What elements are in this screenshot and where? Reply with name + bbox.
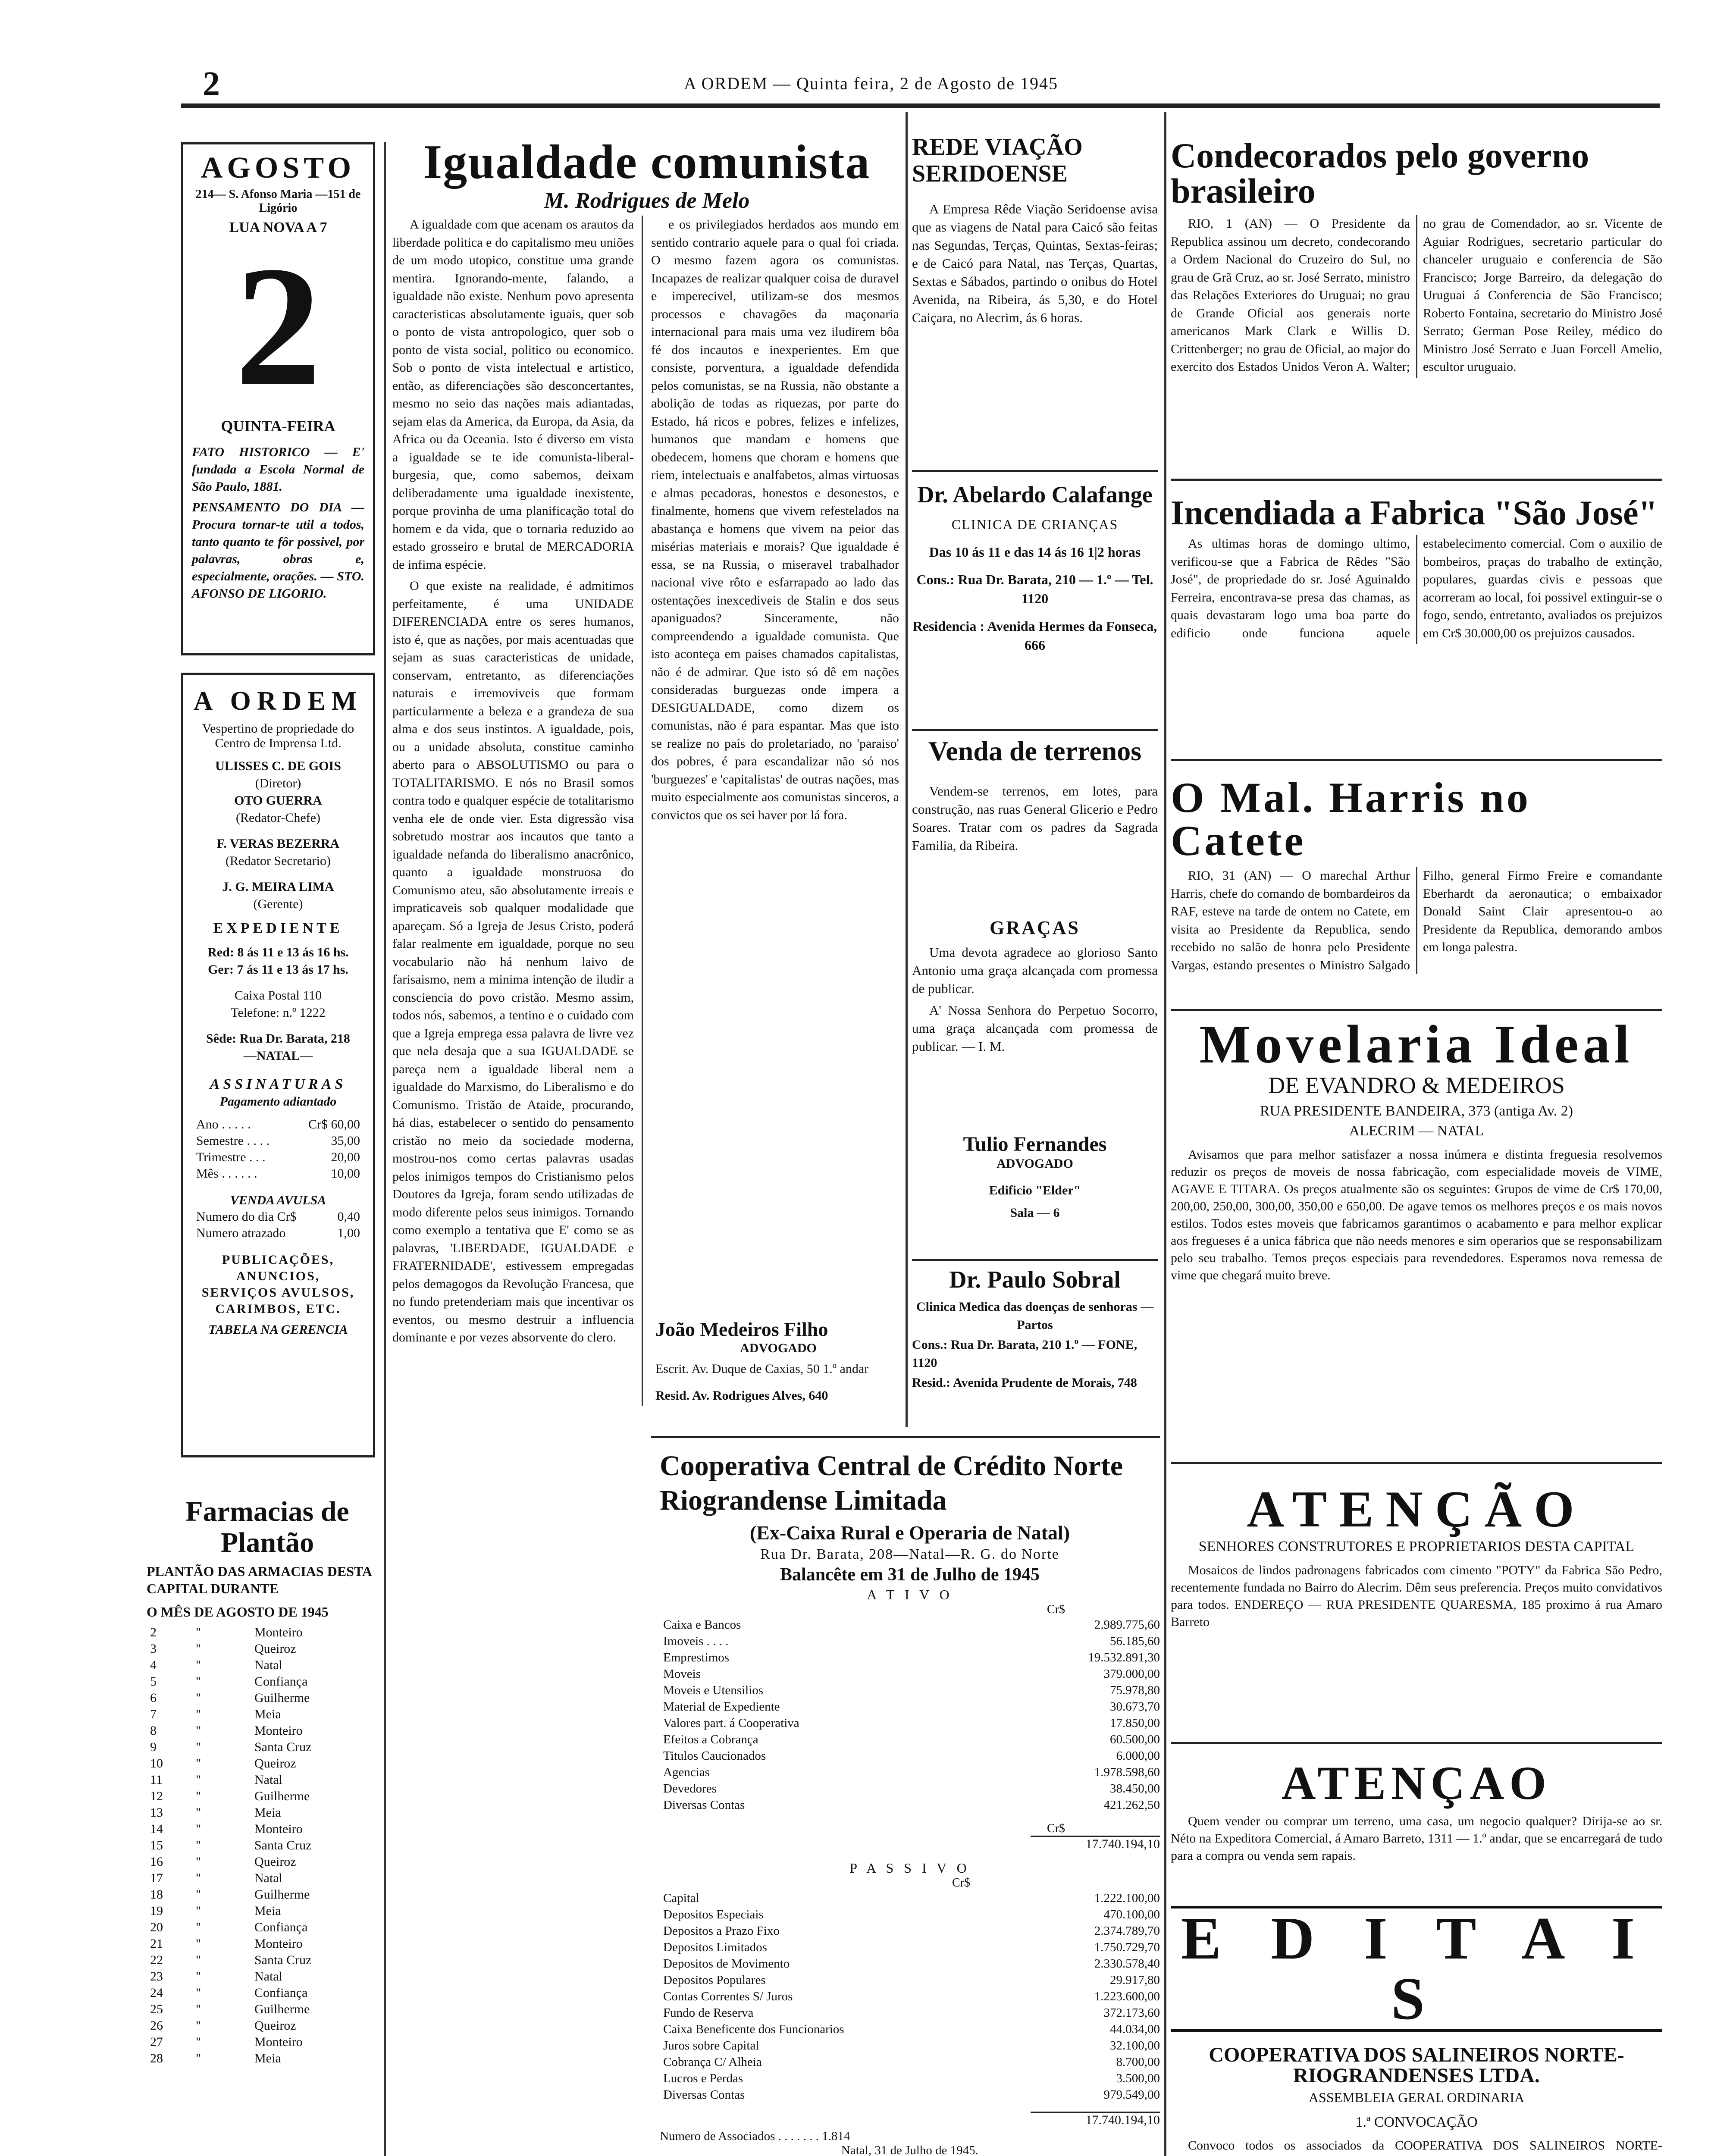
price-row: Semestre . . . . 35,00 [196, 1134, 360, 1148]
staff-role: (Gerente) [253, 897, 303, 911]
coop-address: Rua Dr. Barata, 208—Natal—R. G. do Norte [760, 1546, 1059, 1562]
pharmacies-table [147, 1624, 388, 2067]
pharmacy-row: 7 " Meia [150, 1707, 281, 1721]
balance-row: Capital 1.222.100,00 [663, 1891, 1160, 1905]
coop-balance-title: Balancête em 31 de Julho de 1945 [780, 1565, 1040, 1585]
coop-passivo-total: 17.740.194,10 [1031, 2112, 1160, 2128]
contact-line: Caixa Postal 110 [234, 988, 322, 1003]
pharmacy-row: 22 " Santa Cruz [150, 1953, 312, 1967]
movelaria [1171, 1015, 1662, 1288]
pharmacies-subtitle: PLANTÃO DAS ARMACIAS DESTA CAPITAL DURANTE [147, 1564, 372, 1596]
masthead-box [181, 673, 375, 1457]
coop-currency: Cr$ [1047, 1603, 1065, 1616]
balance-row: Devedores 38.450,00 [663, 1782, 1160, 1796]
sede-line: Sêde: Rua Dr. Barata, 218 [206, 1031, 350, 1046]
balance-row: Moveis 379.000,00 [663, 1667, 1160, 1681]
pharmacy-row: 10 " Queiroz [150, 1756, 296, 1771]
ad-abelardo-spec: CLINICA DE CRIANÇAS [951, 517, 1119, 532]
article-main-byline: M. Rodrigues de Melo [544, 188, 750, 213]
header-rule [181, 103, 1660, 108]
balance-row: Depositos Limitados 1.750.729,70 [663, 1940, 1160, 1954]
coop-section [660, 1449, 1160, 2156]
divider [1171, 479, 1662, 481]
avulsa-row: Numero do dia Cr$ 0,40 [196, 1210, 360, 1224]
ad-terrenos [912, 737, 1158, 858]
balance-row: Contas Correntes S/ Juros 1.223.600,00 [663, 1990, 1160, 2003]
article-main-col1 [392, 216, 634, 1350]
pharmacy-row: 20 " Confiança [150, 1920, 308, 1934]
pharmacy-row: 24 " Confiança [150, 1986, 308, 2000]
page-dateline: A ORDEM — Quinta feira, 2 de Agosto de 1945 [683, 74, 1059, 93]
pharmacy-row: 27 " Monteiro [150, 2035, 303, 2049]
editais [1171, 1906, 1662, 2156]
ad-gracas-text: Uma devota agradece ao glorioso Santo Antonio uma graça alcançada com promessa de publicar. [912, 945, 1158, 996]
movelaria-text: Avisamos que para melhor satisfazer a nossa inúmera e distinta freguesia resolvemos reduzir os preços de moveis de nossa fabricação, com especialidade moveis de VIME, AGAVE E TITARA. Os preços atualmente são os seguintes: Grupos de vime de Cr$ 170,00, 200,00, 250,00, 300,00, 350,00 e 650,00. De agave temos os melhores preços e os mais novos estilos. Todos estes moveis que fabricamos garantimos o acabamento e para melhor explicar aos fregueses é a unica fábrica que não needs menores e sim operarios que se responsabilizam pelo seu trabalho. Temos preços especiais para revendedores. Esperamos nova remessa de vime que chegará muito breve. [1171, 1147, 1662, 1282]
ad-abelardo-res: Residencia : Avenida Hermes da Fonseca, 666 [912, 618, 1157, 653]
ad-terrenos-title: Venda de terrenos [928, 736, 1142, 766]
editais-text: Convoco todos os associados da COOPERATIVA DOS SALINEIROS NORTE- [1188, 2138, 1662, 2153]
pharmacy-row: 13 " Meia [150, 1805, 281, 1820]
publicacoes: PUBLICAÇÕES, ANUNCIOS, SERVIÇOS AVULSOS, CARIMBOS, ETC. [201, 1253, 355, 1316]
balance-row: Caixa e Bancos 2.989.775,60 [663, 1618, 1160, 1632]
coop-ativo-total: 17.740.194,10 [1031, 1836, 1160, 1852]
pharmacies-title: Farmacias de Plantão [185, 1496, 349, 1558]
masthead-subtitle: Vespertino de propriedade do Centro de Imprensa Ltd. [202, 721, 354, 750]
pharmacy-row: 16 " Queiroz [150, 1855, 296, 1869]
pharmacy-row: 28 " Meia [150, 2051, 281, 2065]
ad-gracas-text: A' Nossa Senhora do Perpetuo Socorro, uma graça alcançada com promessa de publicar. — I. M. [912, 1003, 1158, 1054]
balance-row: Cobrança C/ Alheia 8.700,00 [663, 2055, 1160, 2069]
pharmacy-row: 18 " Guilherme [150, 1887, 310, 1902]
expediente-line: Ger: 7 ás 11 e 13 ás 17 hs. [208, 962, 348, 977]
pharmacy-row: 6 " Guilherme [150, 1691, 310, 1705]
atencao1-subtitle: SENHORES CONSTRUTORES E PROPRIETARIOS DESTA CAPITAL [1198, 1539, 1635, 1554]
ad-joao-name: João Medeiros Filho [655, 1318, 828, 1340]
expediente-title: EXPEDIENTE [213, 920, 343, 936]
staff-name: ULISSES C. DE GOIS [215, 759, 341, 773]
editais-sub: ASSEMBLEIA GERAL ORDINARIA [1308, 2090, 1525, 2105]
coop-subtitle: (Ex-Caixa Rural e Operaria de Natal) [749, 1522, 1070, 1544]
assinaturas-title: ASSINATURAS [210, 1076, 347, 1092]
coop-passivo-label: P A S S I V O [849, 1860, 970, 1876]
editais-conv: 1.ª CONVOCAÇÃO [1355, 2114, 1478, 2130]
ad-joao [655, 1319, 901, 1405]
pharmacy-row: 12 " Guilherme [150, 1789, 310, 1803]
ad-joao-addr: Escrit. Av. Duque de Caxias, 50 1.º andar [655, 1362, 869, 1376]
ad-sobral-spec: Clinica Medica das doenças de senhoras — Partos [916, 1300, 1154, 1332]
ad-gracas [912, 918, 1158, 1059]
coop-currency: Cr$ [1047, 1822, 1065, 1835]
paragraph: O que existe na realidade, é admitimos perfeitamente, é uma UNIDADE DIFERENCIADA entre os seres humanos, isto é, que as nações, por mais acentuadas que sejam as suas caracteristicas de unidade, conservam, entretanto, as diferenciações naturais e irremoviveis que formam particularmente a beleza e a grandeza de sua alma e dos seus instintos. A igualdade, pois, ou a unidade absoluta, constitue caminho aberto para o ABSOLUTISMO ou para o TOTALITARISMO. E nós no Brasil somos contra todo e qualquer espécie de totalitarismo venha ele de onde vier. Esta digressão visa sobretudo mostrar aos incautos que tanto a igualdade nefanda do liberalismo anacrônico, quanto a igualdade monstruosa do Comunismo ateu, são absolutamente irreais e impraticaveis sob qualquer modalidade que apareçam. Só a Igreja de Jesus Cristo, poderá falar realmente em igualdade, porque no seu vocabulario não há nenhum laivo de farisaismo, nem a minima intenção de iludir a consciencia do povo cristão. Mesmo assim, todos nós, sabemos, a tentino e o cuidado com que a Igreja emprega essa palavra de livre vez que nela desaja que a sua IGUALDADE se pareça nem a igualdade liberal nem a igualdade do Marxismo, do Liberalismo e do Comunismo. Tristão de Ataide, procurando, há dias, estabelecer o sentido do pensamento cristão no meio da sociedade moderna, mostrou-nos como certas palavras usadas pelos inimigos tempos do Cristianismo pelos Doutores da Igreja, foram sendo utilizadas de modo diferente pelos seus inimigos. Tornando como exemplo a tentativa que E' como se as palavras, 'LIBERDADE, IGUALDADE e FRATERNIDADE', estivessem empregadas pelos demagogos da Revolução Francesa, que no fundo pretenderiam mais que incentivar os eventos, ou mesmo destruir a influencia dominante e por vezes absorvente do clero. [392, 579, 634, 1344]
balance-row: Material de Expediente 30.673,70 [663, 1700, 1160, 1714]
harris-text: RIO, 31 (AN) — O marechal Arthur Harris, chefe do comando de bombardeiros da RAF, esteve na tarde de ontem no Catete, em visita ao Presidente da Republica, sendo recebido no salão de honra pelo Presidente Vargas, estando presentes o Ministro Salgado Filho, general Firmo Freire e comandante Eberhardt da aeronautica; o embaixador Donald Saint Clair apresentou-o ao Presidente da Republica, demorando ambos em longa palestra. [1171, 868, 1662, 972]
assinaturas-sub: Pagamento adiantado [219, 1094, 337, 1109]
incendio [1171, 496, 1662, 644]
pharmacies-section [147, 1496, 388, 2067]
pharmacy-row: 19 " Meia [150, 1904, 281, 1918]
pharmacy-row: 14 " Monteiro [150, 1822, 303, 1836]
pharmacy-row: 23 " Natal [150, 1969, 282, 1984]
ad-tulio [912, 1134, 1158, 1222]
atencao2-text: Quem vender ou comprar um terreno, uma casa, um negocio qualquer? Dirija-se ao sr. Néto na Expeditora Comercial, á Amaro Barreto, 1311 — 1.º andar, que se encarregará de tudo para a compra ou venda sem rapais. [1171, 1814, 1662, 1863]
calendar-saints: 214— S. Afonso Maria —151 de Ligório [195, 188, 361, 215]
balance-row: Juros sobre Capital 32.100,00 [663, 2039, 1160, 2053]
pharmacy-row: 15 " Santa Cruz [150, 1838, 312, 1852]
divider [1171, 1742, 1662, 1744]
ad-sobral-cons: Cons.: Rua Dr. Barata, 210 1.º — FONE, 1120 [912, 1338, 1138, 1370]
atencao2 [1171, 1759, 1662, 1868]
calendar-box [181, 142, 375, 655]
ad-tulio-addr: Sala — 6 [1010, 1206, 1060, 1220]
incendio-text: As ultimas horas de domingo ultimo, verificou-se que a Fabrica de Rêdes "São José", de propriedade do sr. José Aguinaldo Ferreira, encontrava-se presa das chamas, as quais devastaram logo uma boa parte do edificio onde funciona aquele estabelecimento comercial. Com o auxilio de bombeiros, praças do trabalho de extinção, populares, guardas civis e pessoas que acorreram ao local, foi possivel extinguir-se o fogo, sendo, entretanto, avaliados os prejuizos em Cr$ 30.000,00 os prejuizos causados. [1171, 536, 1662, 640]
balance-row: Depositos Populares 29.917,80 [663, 1973, 1160, 1987]
pharmacy-row: 11 " Natal [150, 1773, 282, 1787]
ad-tulio-name: Tulio Fernandes [963, 1133, 1107, 1156]
ad-joao-res: Resid. Av. Rodrigues Alves, 640 [655, 1388, 828, 1403]
calendar-day: 2 [235, 231, 321, 422]
calendar-moon: LUA NOVA A 7 [229, 219, 327, 235]
balance-row: Caixa Beneficente dos Funcionarios 44.034,00 [663, 2022, 1160, 2036]
pharmacy-row: 3 " Queiroz [150, 1642, 296, 1656]
movelaria-address: RUA PRESIDENTE BANDEIRA, 373 (antiga Av. 2) [1260, 1103, 1573, 1119]
coop-ativo-table [660, 1617, 1160, 1813]
calendar-fact: FATO HISTORICO — E' fundada a Escola Normal de São Paulo, 1881. [192, 445, 364, 494]
divider [912, 470, 1158, 472]
staff-name: J. G. MEIRA LIMA [222, 880, 334, 894]
balance-row: Efeitos a Cobrança 60.500,00 [663, 1733, 1160, 1746]
divider [1171, 1462, 1662, 1464]
ad-tulio-role: ADVOGADO [997, 1156, 1073, 1171]
price-row: Ano . . . . . Cr$ 60,00 [196, 1117, 360, 1131]
pharmacy-row: 9 " Santa Cruz [150, 1740, 312, 1754]
atencao1-text: Mosaicos de lindos padronagens fabricados com cimento "POTY" da Fabrica São Pedro, recentemente fundada no Bairro do Alecrim. Dêm seus preferencia. Preços muito convidativos para todos. ENDEREÇO — RUA PRESIDENTE QUARESMA, 185 proximo á rua Amaro Barreto [1171, 1563, 1662, 1629]
coop-footer: Numero de Associados . . . . . . . 1.814 [660, 2129, 850, 2143]
paragraph: e os privilegiados herdados aos mundo em sentido contrario aquele para o qual foi criada. O mesmo fazem agora os comunistas. Incapazes de realizar qualquer coisa de duravel e imperecivel, utilizam-se dos mesmos processos e chavagões da maçonaria internacional para mais uma vez iludirem bôa fé dos incautos e inexperientes. Em que consiste, porventura, a igualdade defendida pelos comunistas, se na Russia, não obstante a abolição de todas as riquezas, por parte do Estado, há ricos e pobres, felizes e infelizes, humanos que mandam e homens que obedecem, homens que choram e homens que riem, intelectuais e analfabetos, almas virtuosas e almas pecadoras, honestos e desonestos, e finalmente, homens que vivem refestelados na abastança e homens que vivem na peior das misérias materiais e morais? Que igualdade é essa, se na Russia, o miseravel trabalhador nacional vive rôto e esfarrapado ao lado das ostentações inexcediveis de Stalin e dos seus apaniguados? Sinceramente, não compreendendo a igualdade comunista. Que isto aconteça em paises chamados capitalistas, não é de admirar. Que isto só dê em nações consideradas burguezas onde impera a DESIGUALDADE, como dizem os comunistas, não é para espantar. Mas que isto se realize no país do proletariado, no 'paraiso' dos pobres, é para escandalizar não só nos 'burguezes' e 'capitalistas' de outras nações, mas muito especialmente aos comunistas sinceros, a convictos que os sei haver por lá fora. [651, 217, 899, 822]
balance-row: Agencias 1.978.598,60 [663, 1765, 1160, 1779]
balance-row: Imoveis . . . . 56.185,60 [663, 1634, 1160, 1648]
ad-sobral-name: Dr. Paulo Sobral [949, 1266, 1121, 1293]
ad-abelardo [912, 483, 1158, 655]
ad-terrenos-text: Vendem-se terrenos, em lotes, para construção, nas ruas General Glicerio e Pedro Soares. Tratar com os padres da Sagrada Familia, da Ribeira. [912, 783, 1158, 853]
balance-row: Moveis e Utensilios 75.978,80 [663, 1683, 1160, 1697]
calendar-weekday: QUINTA-FEIRA [221, 417, 335, 435]
ad-viacao-text: A Empresa Rêde Viação Seridoense avisa que as viagens de Natal para Caicó são feitas nas Segundas, Terças, Quintas, Sextas-feiras; e de Caicó para Natal, nas Terças, Quartas, Sextas e Sábados, partindo o onibus do Hotel Avenida, na Ribeira, ás 5,30, e do Hotel Caiçara, no Alecrim, ás 6 horas. [912, 201, 1158, 325]
coop-currency: Cr$ [952, 1876, 970, 1890]
movelaria-owner: DE EVANDRO & MEDEIROS [1268, 1072, 1565, 1098]
article-main [392, 135, 901, 213]
balance-row: Emprestimos 19.532.891,30 [663, 1651, 1160, 1664]
price-row: Mês . . . . . . 10,00 [196, 1166, 360, 1181]
ad-sobral-res: Resid.: Avenida Prudente de Morais, 748 [912, 1376, 1137, 1390]
movelaria-city: ALECRIM — NATAL [1349, 1123, 1484, 1139]
calendar-thought: PENSAMENTO DO DIA — Procura tornar-te util a todos, tanto quanto te fôr possivel, por palavras, obras e, especialmente, orações. — STO. AFONSO DE LIGORIO. [192, 500, 364, 601]
balance-row: Depositos a Prazo Fixo 2.374.789,70 [663, 1924, 1160, 1938]
pharmacies-month: O MÊS DE AGOSTO DE 1945 [147, 1604, 329, 1620]
calendar-month: AGOSTO [201, 151, 356, 185]
page-number: 2 [203, 65, 220, 103]
balance-row: Titulos Caucionados 6.000,00 [663, 1749, 1160, 1763]
ad-joao-role: ADVOGADO [740, 1341, 817, 1355]
divider [912, 1259, 1158, 1261]
balance-row: Valores part. á Cooperativa 17.850,00 [663, 1716, 1160, 1730]
atencao2-title: ATENÇAO [1282, 1757, 1551, 1809]
masthead-title: A ORDEM [193, 686, 363, 716]
ad-sobral [912, 1268, 1158, 1392]
column-rule [642, 216, 643, 1406]
harris-title: O Mal. Harris no Catete [1171, 774, 1531, 865]
ad-abelardo-hours: Das 10 ás 11 e das 14 ás 16 1|2 horas [929, 544, 1141, 560]
condecorados [1171, 138, 1662, 378]
editais-title: E D I T A I S [1171, 1906, 1662, 2032]
ad-tulio-addr: Edificio "Elder" [989, 1183, 1081, 1197]
article-main-col2 [651, 216, 899, 827]
column-rule [906, 112, 908, 1427]
paragraph: A igualdade com que acenam os arautos da liberdade politica e do capitalismo meu uniões de um modo utopico, constitue uma grande mentira. Ignorando-mente, falando, a igualdade não existe. Nenhum povo apresenta caracteristicas absolutamente iguais, quer sob o ponto de vista antropologico, quer sob o ponto de vista social, politico ou economico. Sob o ponto de vista intelectual e artistico, então, as diferenciações são desconcertantes, mesmo no seio das nações mais adiantadas, sejam elas da America, da Europa, da Asia, da Africa ou da Oceania. Isto é diverso em vista a igualdade se te ide comunista-liberal-burgesia, que, como sabemos, deixam deliberadamente uma igualdade inexistente, porque provinha de uma planificação total do homem e da vida, que o tornaria reduzido ao estado grosseiro e brutal de MERCADORIA de infima espécie. [392, 217, 634, 572]
staff-role: (Redator Secretario) [225, 854, 331, 868]
column-rule [384, 142, 386, 2156]
contact-line: Telefone: n.º 1222 [231, 1006, 326, 1020]
atencao1-title: ATENÇÃO [1247, 1480, 1586, 1538]
balance-row: Lucros e Perdas 3.500,00 [663, 2071, 1160, 2085]
ad-abelardo-address: Cons.: Rua Dr. Barata, 210 — 1.º — Tel. 1120 [916, 572, 1153, 606]
pharmacy-row: 17 " Natal [150, 1871, 282, 1885]
staff-role: (Redator-Chefe) [236, 811, 320, 825]
price-row: Trimestre . . . 20,00 [196, 1150, 360, 1164]
pharmacy-row: 21 " Monteiro [150, 1937, 303, 1951]
avulsa-row: Numero atrazado 1,00 [196, 1226, 360, 1240]
divider [651, 1436, 1160, 1438]
ad-viacao [912, 134, 1158, 330]
staff-name: F. VERAS BEZERRA [216, 837, 340, 851]
coop-title: Cooperativa Central de Crédito Norte Riograndense Limitada [660, 1450, 1123, 1516]
condecorados-text: RIO, 1 (AN) — O Presidente da Republica assinou um decreto, condecorando a Ordem Nacional do Cruzeiro do Sul, no grau de Grã Cruz, ao sr. José Serrato, ministro das Relações Exteriores do Uruguai; no grau de Grande Oficial aos generais norte americanos Mark Clark e Willis D. Crittenberger; no grau de Oficial, ao major do exercito dos Estados Unidos Veron A. Walter; no grau de Comendador, ao sr. Vicente de Aguiar Rodrigues, secretario particular do chanceler uruguaio e conferencia de São Francisco; Jorge Barreiro, da delegação do Uruguai á Conferencia de São Francisco; Roberto Fontaina, secretario do Ministro José Serrato; German Pose Reiley, médico do Ministro José Serrato e Juan Forcell Amelio, escultor uruguaio. [1171, 216, 1662, 374]
tabela: TABELA NA GERENCIA [208, 1322, 348, 1337]
city-line: —NATAL— [243, 1049, 313, 1063]
coop-date: Natal, 31 de Julho de 1945. [841, 2143, 979, 2156]
divider [1171, 759, 1662, 761]
article-main-title: Igualdade comunista [423, 135, 871, 189]
avulsa-title: VENDA AVULSA [230, 1193, 326, 1207]
coop-ativo-label: A T I V O [867, 1587, 953, 1602]
divider [1171, 1009, 1662, 1011]
ad-viacao-title: REDE VIAÇÃO SERIDOENSE [912, 134, 1083, 187]
pharmacy-row: 5 " Confiança [150, 1674, 308, 1689]
harris [1171, 776, 1662, 974]
pharmacy-row: 2 " Monteiro [150, 1625, 303, 1639]
balance-row: Fundo de Reserva 372.173,60 [663, 2006, 1160, 2020]
balance-row: Diversas Contas 979.549,00 [663, 2088, 1160, 2102]
column-rule [1164, 112, 1166, 2156]
pharmacy-row: 25 " Guilherme [150, 2002, 310, 2016]
staff-role: (Diretor) [255, 776, 301, 790]
divider [912, 729, 1158, 731]
balance-row: Depositos de Movimento 2.330.578,40 [663, 1957, 1160, 1971]
pharmacy-row: 8 " Monteiro [150, 1724, 303, 1738]
condecorados-title: Condecorados pelo governo brasileiro [1171, 136, 1589, 210]
expediente-line: Red: 8 ás 11 e 13 ás 16 hs. [207, 945, 349, 959]
coop-passivo-table [660, 1890, 1160, 2103]
balance-row: Depositos Especiais 470.100,00 [663, 1908, 1160, 1921]
movelaria-title: Movelaria Ideal [1199, 1015, 1634, 1075]
pharmacy-row: 4 " Natal [150, 1658, 282, 1672]
editais-coop: COOPERATIVA DOS SALINEIROS NORTE-RIOGRANDENSES LTDA. [1209, 2043, 1624, 2087]
staff-name: OTO GUERRA [234, 793, 322, 808]
ad-gracas-title: GRAÇAS [990, 917, 1080, 938]
balance-row: Diversas Contas 421.262,50 [663, 1798, 1160, 1812]
pharmacy-row: 26 " Queiroz [150, 2018, 296, 2033]
atencao1 [1171, 1480, 1662, 1634]
ad-abelardo-name: Dr. Abelardo Calafange [917, 482, 1153, 508]
incendio-title: Incendiada a Fabrica "São José" [1171, 494, 1658, 532]
